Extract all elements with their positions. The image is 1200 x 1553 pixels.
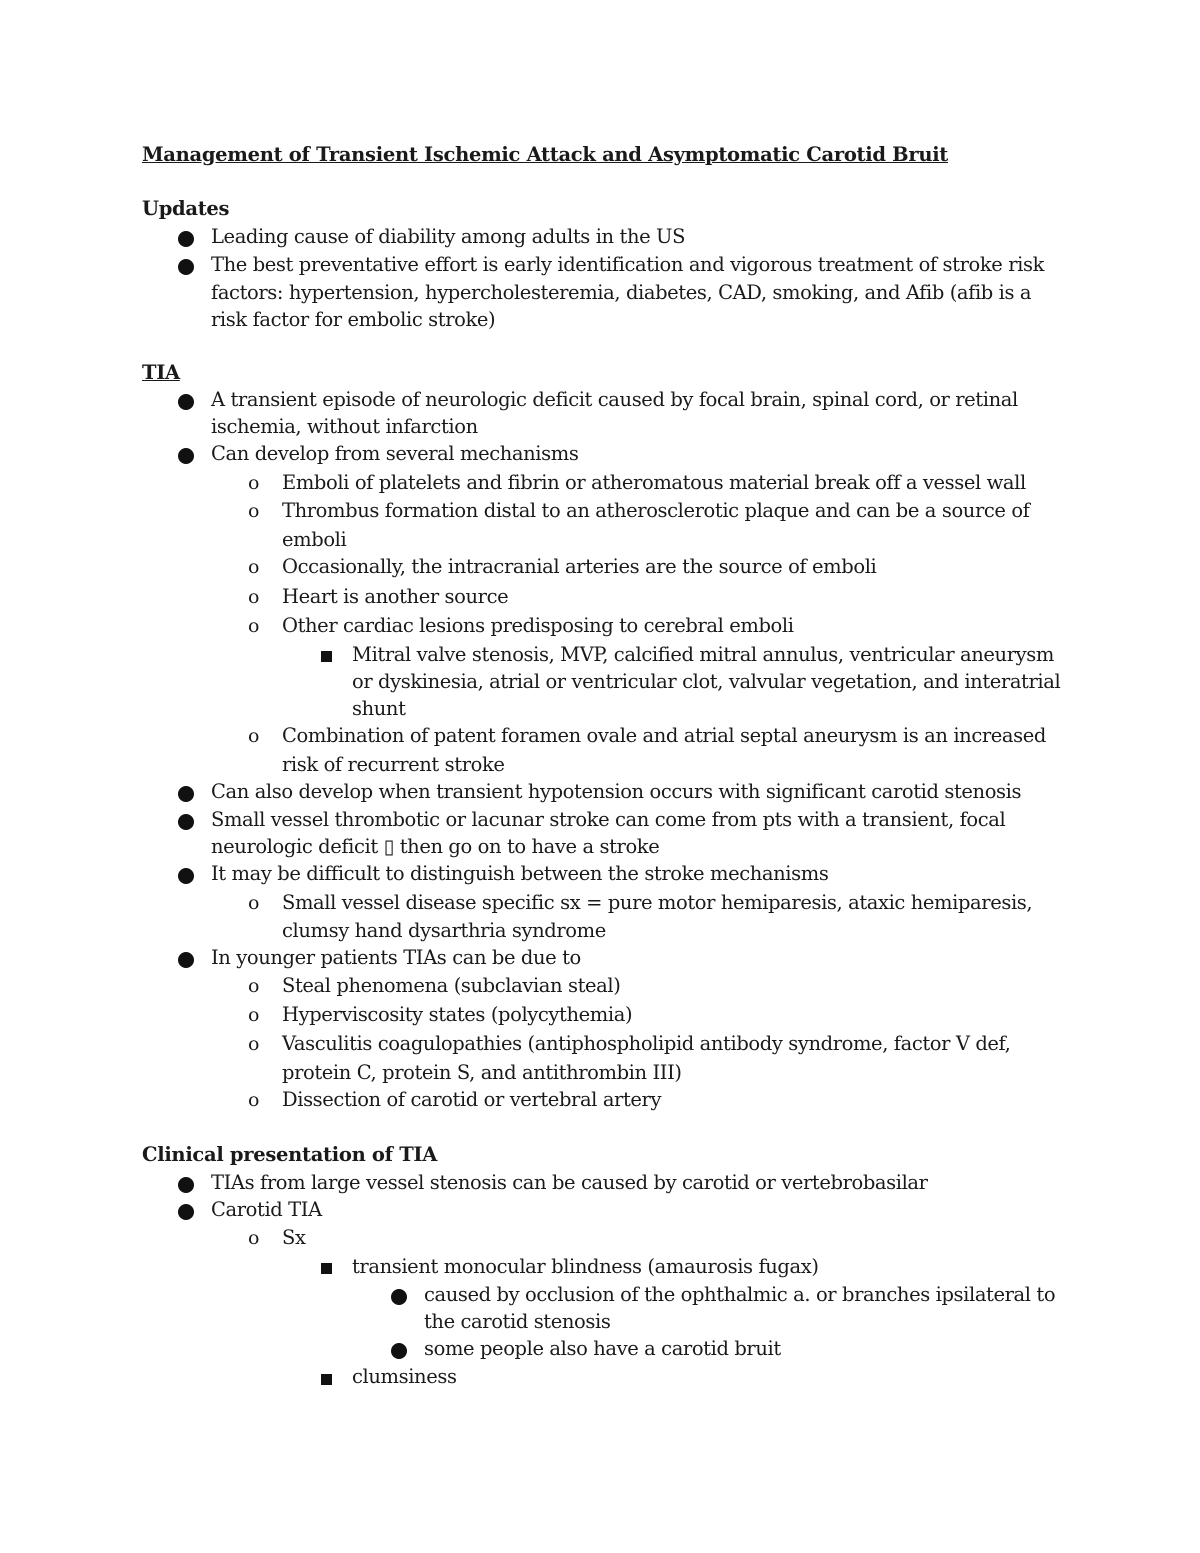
list-item: A transient episode of neurologic deficit caused by focal brain, spinal cord, or retinal — [211, 388, 1018, 411]
bullet-icon — [178, 1177, 194, 1193]
list-item: Small vessel disease specific sx = pure motor hemiparesis, ataxic hemiparesis, — [282, 891, 1033, 914]
list-item-continuation: or dyskinesia, atrial or ventricular clot, valvular vegetation, and interatrial — [352, 670, 1061, 693]
section-heading-updates: Updates — [142, 197, 230, 220]
list-item-continuation: protein C, protein S, and antithrombin III) — [282, 1061, 682, 1084]
list-item: Can develop from several mechanisms — [211, 442, 579, 465]
hollow-bullet-icon: o — [248, 892, 260, 914]
list-item: Sx — [282, 1226, 306, 1249]
square-bullet-icon — [321, 1374, 332, 1385]
bullet-icon — [178, 786, 194, 802]
list-item: clumsiness — [352, 1365, 457, 1388]
hollow-bullet-icon: o — [248, 586, 260, 608]
bullet-icon — [178, 448, 194, 464]
bullet-icon — [391, 1289, 407, 1305]
list-item-continuation: the carotid stenosis — [424, 1310, 611, 1333]
list-item: Can also develop when transient hypotension occurs with significant carotid stenosis — [211, 780, 1022, 803]
document-title: Management of Transient Ischemic Attack and Asymptomatic Carotid Bruit — [142, 143, 949, 166]
list-item: Emboli of platelets and fibrin or atheromatous material break off a vessel wall — [282, 471, 1026, 494]
hollow-bullet-icon: o — [248, 615, 260, 637]
bullet-icon — [178, 231, 194, 247]
list-item: Small vessel thrombotic or lacunar stroke can come from pts with a transient, focal — [211, 808, 1006, 831]
bullet-icon — [178, 814, 194, 830]
list-item: In younger patients TIAs can be due to — [211, 946, 581, 969]
list-item: Hyperviscosity states (polycythemia) — [282, 1003, 633, 1026]
bullet-icon — [178, 1204, 194, 1220]
list-item: caused by occlusion of the ophthalmic a. or branches ipsilateral to — [424, 1283, 1056, 1306]
list-item: TIAs from large vessel stenosis can be caused by carotid or vertebrobasilar — [211, 1171, 928, 1194]
list-item: Mitral valve stenosis, MVP, calcified mitral annulus, ventricular aneurysm — [352, 643, 1054, 666]
list-item: Carotid TIA — [211, 1198, 322, 1221]
list-item-continuation: neurologic deficit ▯ then go on to have a stroke — [211, 835, 660, 858]
hollow-bullet-icon: o — [248, 556, 260, 578]
hollow-bullet-icon: o — [248, 1004, 260, 1026]
list-item: some people also have a carotid bruit — [424, 1337, 781, 1360]
list-item: Combination of patent foramen ovale and atrial septal aneurysm is an increased — [282, 724, 1046, 747]
bullet-icon — [178, 259, 194, 275]
hollow-bullet-icon: o — [248, 1033, 260, 1055]
hollow-bullet-icon: o — [248, 500, 260, 522]
list-item-continuation: emboli — [282, 528, 347, 551]
hollow-bullet-icon: o — [248, 975, 260, 997]
list-item-continuation: ischemia, without infarction — [211, 415, 478, 438]
list-item: Occasionally, the intracranial arteries are the source of emboli — [282, 555, 877, 578]
list-item: Other cardiac lesions predisposing to cerebral emboli — [282, 614, 794, 637]
square-bullet-icon — [321, 651, 332, 662]
bullet-icon — [391, 1343, 407, 1359]
bullet-icon — [178, 394, 194, 410]
list-item: Leading cause of diability among adults in the US — [211, 225, 686, 248]
section-heading-tia: TIA — [142, 361, 180, 384]
section-heading-clinical-presentation: Clinical presentation of TIA — [142, 1143, 438, 1166]
list-item-continuation: factors: hypertension, hypercholesteremia, diabetes, CAD, smoking, and Afib (afib is a — [211, 281, 1032, 304]
bullet-icon — [178, 952, 194, 968]
hollow-bullet-icon: o — [248, 725, 260, 747]
list-item: Vasculitis coagulopathies (antiphospholipid antibody syndrome, factor V def, — [282, 1032, 1011, 1055]
hollow-bullet-icon: o — [248, 472, 260, 494]
list-item: transient monocular blindness (amaurosis fugax) — [352, 1255, 819, 1278]
list-item: It may be difficult to distinguish between the stroke mechanisms — [211, 862, 829, 885]
list-item: The best preventative effort is early identification and vigorous treatment of stroke risk — [211, 253, 1044, 276]
hollow-bullet-icon: o — [248, 1089, 260, 1111]
list-item: Thrombus formation distal to an atherosclerotic plaque and can be a source of — [282, 499, 1030, 522]
list-item: Steal phenomena (subclavian steal) — [282, 974, 621, 997]
list-item: Heart is another source — [282, 585, 509, 608]
list-item-continuation: risk of recurrent stroke — [282, 753, 505, 776]
hollow-bullet-icon: o — [248, 1227, 260, 1249]
list-item-continuation: risk factor for embolic stroke) — [211, 308, 496, 331]
bullet-icon — [178, 868, 194, 884]
list-item-continuation: clumsy hand dysarthria syndrome — [282, 919, 606, 942]
square-bullet-icon — [321, 1263, 332, 1274]
list-item: Dissection of carotid or vertebral artery — [282, 1088, 662, 1111]
list-item-continuation: shunt — [352, 697, 406, 720]
